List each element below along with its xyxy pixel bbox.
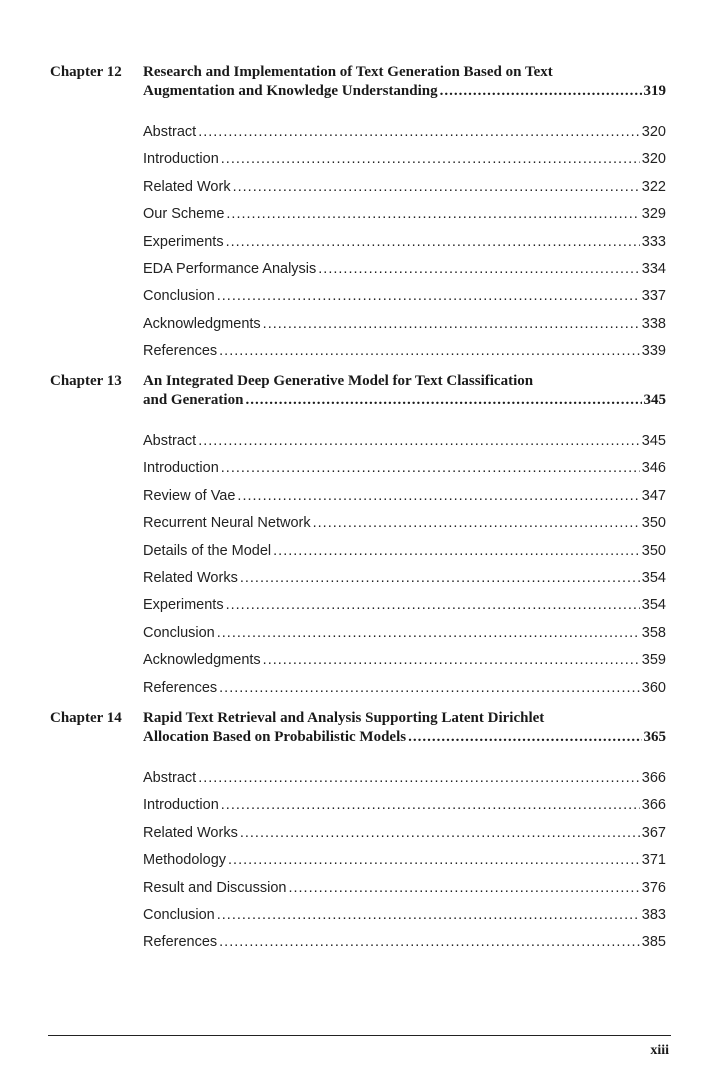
- entry-page: 346: [641, 460, 666, 477]
- chapter-page-number: 319: [643, 83, 666, 99]
- chapter-title-line1: Research and Implementation of Text Generation Based on Text: [143, 64, 553, 80]
- toc-entry-conclusion[interactable]: [143, 624, 666, 651]
- entry-page: 338: [641, 315, 666, 332]
- entry-page: 337: [641, 288, 666, 305]
- dot-leader: [221, 150, 640, 169]
- toc-entry-related-work[interactable]: [143, 178, 666, 205]
- dot-leader: [240, 569, 640, 588]
- toc-entry-related-works[interactable]: [143, 824, 666, 851]
- dot-leader: [263, 651, 640, 670]
- chapter-13: [50, 372, 666, 706]
- entry-page: 366: [641, 770, 666, 786]
- dot-leader: [440, 82, 642, 101]
- toc-entry-introduction[interactable]: [143, 150, 666, 177]
- entry-page: 320: [641, 151, 666, 168]
- chapter-label: Chapter 14: [50, 710, 122, 726]
- entry-page: 358: [641, 624, 666, 641]
- entry-title: References: [143, 679, 218, 696]
- toc-entry-acknowledgments[interactable]: [143, 315, 666, 342]
- entry-page: 329: [641, 206, 666, 223]
- dot-leader: [198, 123, 640, 142]
- dot-leader: [245, 391, 641, 410]
- entry-title: Review of Vae: [143, 487, 236, 504]
- entry-title: Introduction: [143, 460, 219, 477]
- entry-page: 360: [641, 679, 666, 696]
- entry-page: 359: [641, 652, 666, 669]
- dot-leader: [263, 315, 640, 334]
- entry-title: Result and Discussion: [143, 879, 287, 896]
- dot-leader: [288, 879, 639, 898]
- toc-entry-conclusion[interactable]: [143, 906, 666, 933]
- entry-title: References: [143, 934, 218, 951]
- dot-leader: [217, 624, 640, 643]
- dot-leader: [226, 205, 639, 224]
- toc-entry-conclusion[interactable]: [143, 287, 666, 314]
- chapter-14: [50, 709, 666, 961]
- chapter-heading: [50, 709, 666, 769]
- chapter-title-line2: and Generation: [143, 392, 244, 408]
- toc-entry-references[interactable]: [143, 342, 666, 369]
- chapter-title-line1: Rapid Text Retrieval and Analysis Supporting Latent Dirichlet: [143, 710, 545, 726]
- toc-entry-our-scheme[interactable]: [143, 205, 666, 232]
- entry-title: Related Works: [143, 824, 238, 841]
- entry-title: Abstract: [143, 124, 197, 140]
- entry-page: 354: [641, 569, 666, 586]
- entry-page: 339: [641, 343, 666, 360]
- toc-entry-review-of-vae[interactable]: [143, 487, 666, 514]
- chapter-title-leader: [143, 391, 666, 410]
- entry-page: 385: [641, 934, 666, 951]
- dot-leader: [228, 851, 640, 870]
- toc-entry-references[interactable]: [143, 933, 666, 960]
- section-list: [143, 432, 666, 706]
- dot-leader: [237, 487, 639, 506]
- section-list: [143, 769, 666, 961]
- entry-page: 366: [641, 797, 666, 814]
- entry-title: Recurrent Neural Network: [143, 515, 311, 532]
- dot-leader: [219, 933, 640, 952]
- chapter-title-leader: [143, 728, 666, 747]
- entry-title: Methodology: [143, 852, 227, 869]
- entry-title: Introduction: [143, 151, 219, 168]
- entry-title: EDA Performance Analysis: [143, 260, 317, 277]
- toc-entry-abstract[interactable]: [143, 432, 666, 459]
- entry-page: 350: [641, 542, 666, 559]
- dot-leader: [217, 287, 640, 306]
- dot-leader: [198, 769, 640, 788]
- chapter-title-line2: Augmentation and Knowledge Understanding: [143, 83, 438, 99]
- entry-title: References: [143, 343, 218, 360]
- dot-leader: [273, 542, 640, 561]
- toc-entry-experiments[interactable]: [143, 233, 666, 260]
- entry-title: Related Work: [143, 178, 231, 195]
- chapter-title[interactable]: [143, 63, 666, 101]
- dot-leader: [198, 432, 640, 451]
- entry-title: Abstract: [143, 770, 197, 786]
- footer-rule: [48, 1035, 671, 1036]
- toc-entry-references[interactable]: [143, 679, 666, 706]
- toc-entry-abstract[interactable]: [143, 769, 666, 796]
- entry-title: Conclusion: [143, 906, 215, 923]
- entry-page: 334: [641, 260, 666, 277]
- dot-leader: [217, 906, 640, 925]
- chapter-title-line2: Allocation Based on Probabilistic Models: [143, 729, 407, 745]
- dot-leader: [233, 178, 640, 197]
- dot-leader: [219, 342, 640, 361]
- entry-title: Experiments: [143, 597, 224, 614]
- chapter-heading: [50, 372, 666, 432]
- section-list: [143, 123, 666, 370]
- entry-page: 383: [641, 906, 666, 923]
- entry-page: 322: [641, 178, 666, 195]
- entry-page: 376: [641, 879, 666, 896]
- dot-leader: [408, 728, 641, 747]
- dot-leader: [226, 233, 640, 252]
- toc-entry-related-works[interactable]: [143, 569, 666, 596]
- chapter-title-line1: An Integrated Deep Generative Model for Text Classification: [143, 373, 534, 389]
- dot-leader: [221, 459, 640, 478]
- dot-leader: [226, 596, 640, 615]
- entry-page: 333: [641, 233, 666, 250]
- toc-entry-acknowledgments[interactable]: [143, 651, 666, 678]
- entry-page: 354: [641, 597, 666, 614]
- toc-entry-introduction[interactable]: [143, 459, 666, 486]
- entry-title: Experiments: [143, 233, 224, 250]
- chapter-12: [50, 63, 666, 370]
- dot-leader: [313, 514, 640, 533]
- chapter-title-leader: [143, 82, 666, 101]
- entry-title: Abstract: [143, 433, 197, 449]
- toc-entry-methodology[interactable]: [143, 851, 666, 878]
- entry-page: 371: [641, 852, 666, 869]
- entry-title: Our Scheme: [143, 206, 225, 223]
- entry-page: 347: [641, 487, 666, 504]
- toc-entry-introduction[interactable]: [143, 796, 666, 823]
- entry-title: Conclusion: [143, 624, 215, 641]
- entry-page: 367: [641, 824, 666, 841]
- entry-title: Details of the Model: [143, 542, 272, 559]
- dot-leader: [219, 679, 640, 698]
- toc-entry-abstract[interactable]: [143, 123, 666, 150]
- chapter-label: Chapter 13: [50, 373, 122, 389]
- toc-entry-result-discussion[interactable]: [143, 879, 666, 906]
- chapter-title[interactable]: [143, 372, 666, 410]
- dot-leader: [240, 824, 640, 843]
- entry-title: Conclusion: [143, 288, 215, 305]
- chapter-heading: [50, 63, 666, 123]
- chapter-page-number: 365: [643, 729, 666, 745]
- toc-entry-eda-performance[interactable]: [143, 260, 666, 287]
- dot-leader: [318, 260, 640, 279]
- entry-title: Acknowledgments: [143, 652, 261, 669]
- entry-title: Introduction: [143, 797, 219, 814]
- entry-page: 350: [641, 515, 666, 532]
- toc-entry-recurrent-neural-network[interactable]: [143, 514, 666, 541]
- chapter-title[interactable]: [143, 709, 666, 747]
- page-number: xiii: [650, 1043, 669, 1058]
- entry-page: 320: [641, 124, 666, 140]
- toc-entry-experiments[interactable]: [143, 596, 666, 623]
- dot-leader: [221, 796, 640, 815]
- toc-entry-details-of-model[interactable]: [143, 542, 666, 569]
- entry-page: 345: [641, 433, 666, 449]
- chapter-page-number: 345: [643, 392, 666, 408]
- entry-title: Related Works: [143, 569, 238, 586]
- chapter-label: Chapter 12: [50, 64, 122, 80]
- entry-title: Acknowledgments: [143, 315, 261, 332]
